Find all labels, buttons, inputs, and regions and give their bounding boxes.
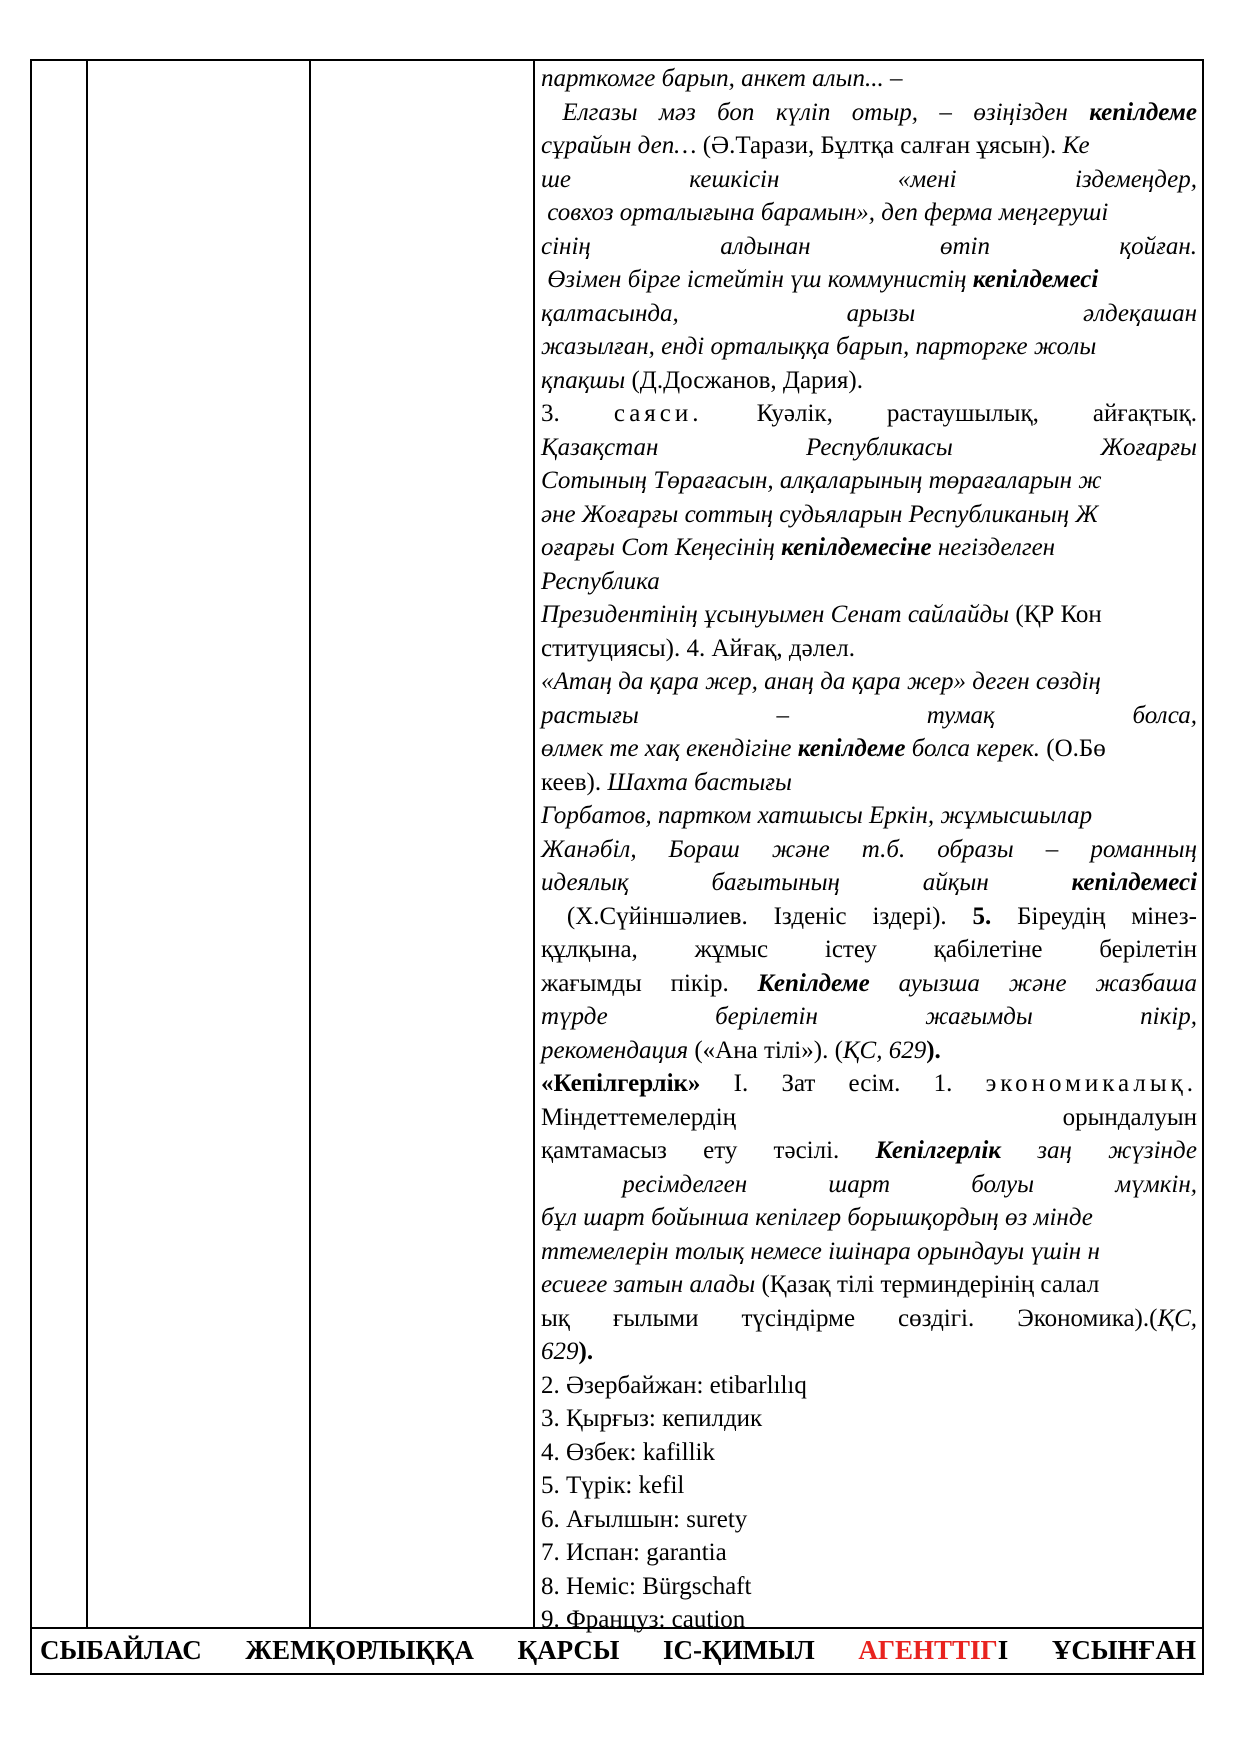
text-line: Жанәбіл, Бораш және т.б. образы – романның: [541, 835, 1197, 863]
text-line: сұрайын деп… (Ә.Тарази, Бұлтқа салған ұясын). Ке: [541, 132, 1090, 159]
text-line: өлмек те хақ екендігіне кепілдеме болса керек. (О.Бө: [541, 735, 1106, 762]
text-line: Өзімен бірге істейтін үш коммунистің кепілдемесі: [547, 266, 1099, 293]
text-line: ше кешкісін «мені іздемеңдер,: [541, 165, 1197, 193]
text-line: Президентінің ұсынуымен Сенат сайлайды (ҚР Кон: [541, 601, 1102, 628]
translation-line: 6. Ағылшын: surety: [541, 1505, 748, 1533]
text-line: оғарғы Сот Кеңесінің кепілдемесіне негізделген: [541, 534, 1056, 561]
text-line: есиеге затын алады (Қазақ тілі терминдерінің салал: [541, 1271, 1100, 1298]
translation-line: 3. Қырғыз: кепилдик: [541, 1405, 763, 1432]
text-line: жазылған, енді орталыққа барып, парторгке жолы: [541, 333, 1097, 360]
text-line: Республика: [541, 567, 660, 595]
text-line: қпақшы (Д.Досжанов, Дария).: [541, 366, 864, 394]
text-line: «Кепілгерлік» І. Зат есім. 1. экономикалық.: [541, 1070, 1198, 1097]
text-line: әне Жоғарғы соттың судьяларын Республиканың Ж: [541, 500, 1099, 528]
text-line: түрде берілетін жағымды пікір,: [541, 1003, 1197, 1030]
text-line: Міндеттемелердің орындалуын: [541, 1103, 1197, 1131]
text-line: парткомге барып, анкет алып... –: [541, 65, 903, 92]
text-line: ық ғылыми түсіндірме сөздігі. Экономика).(ҚС,: [541, 1304, 1197, 1332]
footer-heading: СЫБАЙЛАС ЖЕМҚОРЛЫҚҚА ҚАРСЫ ІС-ҚИМЫЛ АГЕНТТІГІ ҰСЫНҒАН: [40, 1635, 1197, 1665]
text-line: (Х.Сүйіншәлиев. Ізденіс іздері). 5. Біреудің мінез-: [566, 902, 1198, 930]
translation-line: 4. Өзбек: kafillik: [541, 1438, 715, 1466]
text-line: Сотының Төрағасын, алқаларының төрағаларын ж: [541, 467, 1102, 494]
translation-line: 5. Түрік: kefil: [541, 1472, 685, 1499]
text-line: сінің алдынан өтіп қойған.: [541, 232, 1197, 260]
column-divider-3: [533, 59, 535, 1627]
text-line: жағымды пікір. Кепілдеме ауызша және жазбаша: [541, 969, 1197, 997]
text-line: 629).: [541, 1338, 594, 1365]
text-line: ституциясы). 4. Айғақ, дәлел.: [541, 634, 856, 662]
text-line: қамтамасыз ету тәсілі. Кепілгерлік заң жүзінде: [541, 1137, 1197, 1164]
text-line: ресімделген шарт болуы мүмкін,: [622, 1170, 1198, 1198]
translation-line: 9. Француз: caution: [541, 1606, 746, 1633]
column-divider-1: [86, 59, 88, 1627]
text-line: рекомендация («Ана тілі»). (ҚС, 629).: [541, 1036, 941, 1064]
translation-line: 2. Әзербайжан: etibarlılıq: [541, 1371, 807, 1399]
text-line: 3. саяси. Куәлік, растаушылық, айғақтық.: [541, 400, 1197, 427]
translation-line: 8. Неміс: Bürgschaft: [541, 1572, 752, 1600]
text-line: Елгазы мәз боп күліп отыр, – өзіңізден кепілдеме: [562, 98, 1198, 126]
text-line: бұл шарт бойынша кепілгер борышқордың өз мінде: [541, 1204, 1093, 1231]
text-line: совхоз орталығына барамын», деп ферма меңгеруші: [547, 199, 1109, 226]
text-line: «Атаң да қара жер, анаң да қара жер» деген сөздің: [541, 668, 1101, 695]
text-line: растығы – тумақ болса,: [541, 701, 1197, 729]
definition-cell: [541, 62, 1197, 1637]
text-line: кеев). Шахта бастығы: [541, 768, 792, 796]
column-divider-2: [309, 59, 311, 1627]
highlighted-text: АГЕНТТІГ: [858, 1635, 998, 1665]
text-line: қалтасында, арызы әлдеқашан: [541, 299, 1197, 327]
text-line: құлқына, жұмыс істеу қабілетіне берілетін: [541, 936, 1197, 963]
text-line: Горбатов, партком хатшысы Еркін, жұмысшылар: [541, 802, 1093, 829]
translation-line: 7. Испан: garantia: [541, 1539, 727, 1566]
text-line: идеялық бағытының айқын кепілдемесі: [541, 869, 1198, 896]
text-line: ттемелерін толық немесе ішінара орындауы үшін н: [541, 1237, 1100, 1265]
text-line: Қазақстан Республикасы Жоғарғы: [541, 433, 1197, 461]
